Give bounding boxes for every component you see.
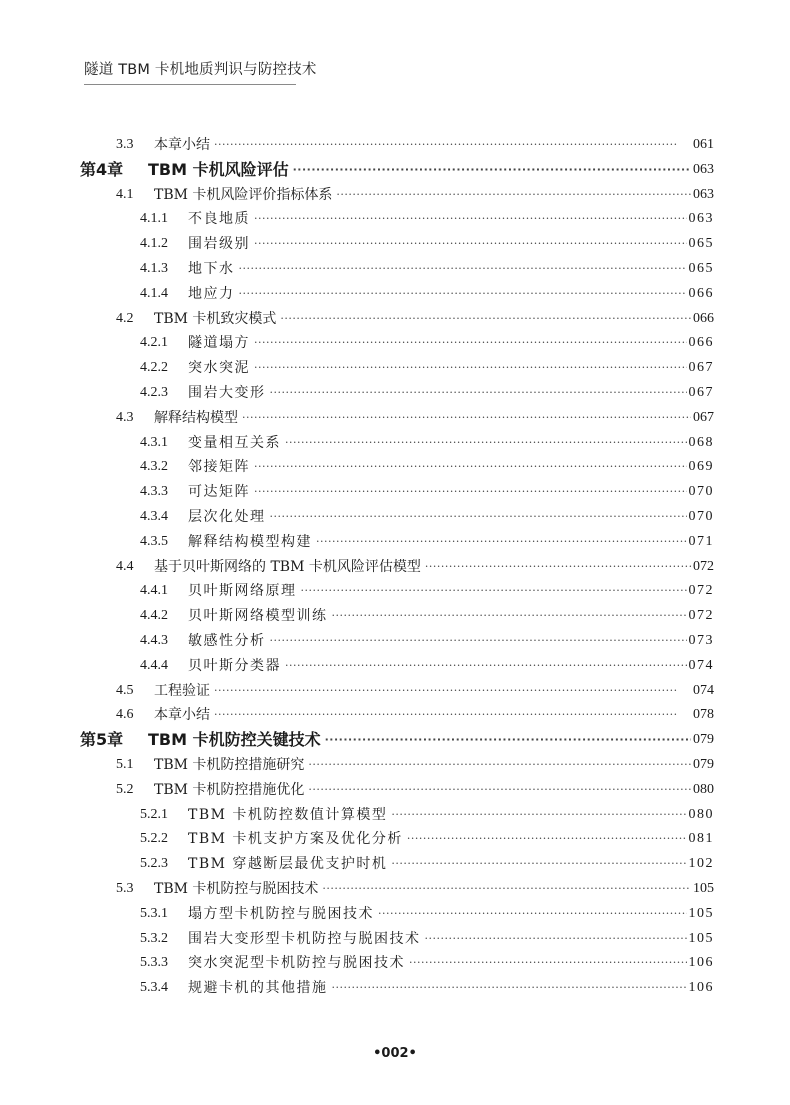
toc-entry-number: 4.4.4 [140,657,168,673]
toc-chapter-entry[interactable] [80,157,714,179]
toc-entry-title: 规避卡机的其他措施 [188,980,328,997]
toc-entry-title: TBM 卡机防控措施研究 [154,757,305,773]
toc-dot-leader [254,210,687,228]
toc-section-entry[interactable] [116,405,714,427]
toc-entry-number: 4.3.3 [140,484,168,500]
toc-dot-leader [425,558,691,576]
toc-entry-number: 4.3.4 [140,509,168,524]
toc-section-entry[interactable] [116,752,714,774]
toc-subsection-entry[interactable] [140,826,714,848]
toc-entry-page: 070 [688,484,714,500]
toc-dot-leader [285,657,687,675]
toc-entry-page: 063 [688,211,714,227]
toc-entry-title: 围岩级别 [188,236,250,253]
toc-dot-leader [316,533,687,551]
toc-dot-leader [391,855,686,873]
toc-entry-page: 065 [688,236,714,252]
toc-subsection-entry[interactable] [140,206,714,228]
toc-entry-number: 4.1.1 [140,211,168,227]
toc-subsection-entry[interactable] [140,851,714,873]
toc-entry-page: 106 [688,980,714,996]
toc-entry-number: 3.3 [116,137,134,152]
toc-section-entry[interactable] [116,132,714,154]
toc-entry-title: TBM 卡机防控数值计算模型 [188,806,388,823]
toc-entry-number: 4.4.3 [140,633,168,648]
toc-entry-title: 基于贝叶斯网络的 TBM 卡机风险评估模型 [154,558,421,575]
page-number: •002• [373,1046,417,1061]
toc-entry-page: 072 [688,608,714,624]
toc-dot-leader [425,930,687,948]
toc-subsection-entry[interactable] [140,231,714,253]
toc-entry-title: TBM 卡机致灾模式 [154,310,277,327]
toc-dot-leader [293,161,691,179]
toc-entry-page: 067 [688,360,714,376]
toc-entry-number: 4.1.2 [140,236,168,252]
toc-entry-number: 4.4.2 [140,608,168,624]
toc-subsection-entry[interactable] [140,926,714,948]
toc-entry-page: 063 [693,186,714,202]
toc-entry-number: 4.3.5 [140,533,168,549]
toc-entry-page: 106 [688,955,714,971]
toc-dot-leader [214,706,691,724]
toc-entry-number: 4.2.1 [140,335,168,351]
toc-entry-page: 080 [688,806,714,822]
toc-dot-leader [301,582,687,600]
toc-entry-title: 贝叶斯网络原理 [188,583,297,600]
toc-entry-number: 4.5 [116,682,134,698]
toc-section-entry[interactable] [116,702,714,724]
toc-dot-leader [407,830,687,848]
toc-entry-number: 4.1.4 [140,285,168,301]
toc-entry-page: 068 [688,434,714,450]
toc-dot-leader [336,186,691,204]
toc-dot-leader [332,607,687,625]
toc-subsection-entry[interactable] [140,355,714,377]
toc-entry-title: TBM 卡机支护方案及优化分析 [188,831,403,848]
toc-entry-title: 变量相互关系 [188,434,281,451]
toc-entry-title: 解释结构模型构建 [188,533,312,550]
toc-subsection-entry[interactable] [140,256,714,278]
toc-entry-title: 贝叶斯分类器 [188,657,281,674]
toc-entry-title: 解释结构模型 [154,409,238,426]
toc-section-entry[interactable] [116,678,714,700]
toc-subsection-entry[interactable] [140,802,714,824]
toc-dot-leader [254,359,687,377]
toc-dot-leader [254,483,687,501]
toc-subsection-entry[interactable] [140,504,714,526]
toc-subsection-entry[interactable] [140,281,714,303]
toc-entry-title: 本章小结 [154,137,210,153]
toc-entry-title: 贝叶斯网络模型训练 [188,608,328,625]
toc-dot-leader [270,384,687,402]
toc-dot-leader [285,434,687,452]
toc-entry-number: 5.2.2 [140,831,168,847]
toc-chapter-entry[interactable] [80,727,714,749]
toc-entry-title: 层次化处理 [188,509,266,525]
toc-subsection-entry[interactable] [140,430,714,452]
toc-entry-page: 070 [688,509,714,524]
header-rule [84,84,296,85]
toc-subsection-entry[interactable] [140,578,714,600]
toc-dot-leader [308,781,691,799]
toc-entry-title: 不良地质 [188,211,250,228]
toc-entry-number: 5.2.1 [140,806,168,822]
toc-dot-leader [254,334,687,352]
toc-entry-number: 5.3.1 [140,905,168,921]
toc-section-entry[interactable] [116,554,714,576]
toc-dot-leader [391,806,686,824]
toc-entry-title: 隧道塌方 [188,335,250,352]
toc-subsection-entry[interactable] [140,901,714,923]
toc-entry-title: 邻接矩阵 [188,459,250,476]
toc-entry-title: TBM 卡机风险评估 [148,159,289,179]
toc-dot-leader [214,682,691,700]
toc-section-entry[interactable] [116,876,714,898]
toc-subsection-entry[interactable] [140,653,714,675]
toc-subsection-entry[interactable] [140,603,714,625]
toc-entry-page: 061 [693,137,714,152]
toc-entry-page: 066 [693,310,714,326]
toc-entry-title: 突水突泥型卡机防控与脱困技术 [188,955,405,972]
toc-entry-title: 可达矩阵 [188,484,250,501]
toc-entry-page: 065 [688,261,714,276]
toc-entry-page: 072 [693,558,714,574]
toc-entry-title: TBM 卡机防控与脱困技术 [154,881,319,897]
toc-entry-page: 067 [688,385,714,400]
toc-subsection-entry[interactable] [140,454,714,476]
toc-dot-leader [254,458,687,476]
toc-entry-title: 围岩大变形 [188,385,266,401]
toc-entry-number: 4.4.1 [140,583,168,599]
toc-entry-page: 102 [688,856,714,872]
toc-entry-page: 067 [693,409,714,425]
toc-entry-title: 塌方型卡机防控与脱困技术 [188,905,374,922]
toc-entry-number: 第5章 [80,730,124,750]
toc-dot-leader [378,905,687,923]
toc-entry-number: 5.3 [116,881,134,896]
toc-entry-number: 5.1 [116,757,134,772]
toc-entry-number: 5.3.3 [140,955,168,971]
toc-dot-leader [322,880,691,898]
toc-entry-page: 071 [688,533,714,549]
toc-entry-page: 072 [688,583,714,599]
toc-entry-number: 4.2.2 [140,360,168,376]
toc-entry-number: 4.4 [116,558,134,574]
toc-subsection-entry[interactable] [140,950,714,972]
toc-subsection-entry[interactable] [140,330,714,352]
toc-entry-title: 地下水 [188,261,235,277]
toc-dot-leader [239,285,687,303]
running-head: 隧道 TBM 卡机地质判识与防控技术 [84,62,317,78]
toc-subsection-entry[interactable] [140,529,714,551]
toc-entry-page: 069 [688,459,714,475]
toc-entry-page: 066 [688,285,714,301]
toc-subsection-entry[interactable] [140,479,714,501]
toc-entry-page: 079 [693,757,714,772]
toc-subsection-entry[interactable] [140,975,714,997]
toc-dot-leader [308,756,691,774]
toc-entry-page: 105 [693,881,714,896]
toc-entry-number: 5.2.3 [140,856,168,872]
toc-entry-title: TBM 卡机防控措施优化 [154,781,305,798]
toc-entry-title: 敏感性分析 [188,633,266,649]
toc-entry-title: 围岩大变形型卡机防控与脱困技术 [188,930,421,947]
toc-entry-number: 4.3.1 [140,434,168,450]
toc-entry-title: 突水突泥 [188,360,250,377]
toc-entry-number: 4.3 [116,409,134,425]
toc-entry-number: 5.3.4 [140,980,168,996]
toc-entry-page: 080 [693,781,714,797]
toc-entry-number: 4.6 [116,707,134,723]
toc-entry-title: 地应力 [188,285,235,302]
toc-entry-number: 5.2 [116,781,134,797]
toc-entry-title: TBM 卡机防控关键技术 [148,730,321,750]
toc-dot-leader [242,409,691,427]
toc-entry-page: 073 [688,633,714,648]
toc-entry-page: 081 [688,831,714,847]
toc-dot-leader [270,508,687,526]
toc-entry-page: 074 [688,657,714,673]
toc-entry-number: 第4章 [80,159,124,179]
toc-entry-title: TBM 穿越断层最优支护时机 [188,856,388,873]
toc-dot-leader [280,310,691,328]
toc-entry-title: 本章小结 [154,707,210,724]
toc-entry-number: 4.1.3 [140,261,168,276]
toc-section-entry[interactable] [116,306,714,328]
toc-section-entry[interactable] [116,182,714,204]
toc-dot-leader [270,632,687,650]
toc-dot-leader [214,136,691,154]
toc-section-entry[interactable] [116,777,714,799]
toc-entry-number: 4.3.2 [140,459,168,475]
toc-entry-number: 4.2 [116,310,134,326]
toc-entry-number: 4.1 [116,186,134,202]
toc-entry-title: 工程验证 [154,682,210,699]
toc-entry-page: 078 [693,707,714,723]
toc-entry-page: 063 [693,161,714,177]
toc-dot-leader [239,260,687,278]
toc-dot-leader [325,731,691,749]
toc-entry-page: 105 [688,930,714,946]
toc-subsection-entry[interactable] [140,628,714,650]
toc-entry-title: TBM 卡机风险评价指标体系 [154,186,333,203]
toc-subsection-entry[interactable] [140,380,714,402]
toc-entry-page: 074 [693,682,714,698]
toc-entry-page: 066 [688,335,714,351]
toc-entry-page: 079 [693,732,714,748]
toc-entry-number: 5.3.2 [140,930,168,946]
toc-entry-number: 4.2.3 [140,385,168,400]
toc-dot-leader [332,979,687,997]
toc-dot-leader [409,954,687,972]
toc-dot-leader [254,235,687,253]
toc-entry-page: 105 [688,905,714,921]
